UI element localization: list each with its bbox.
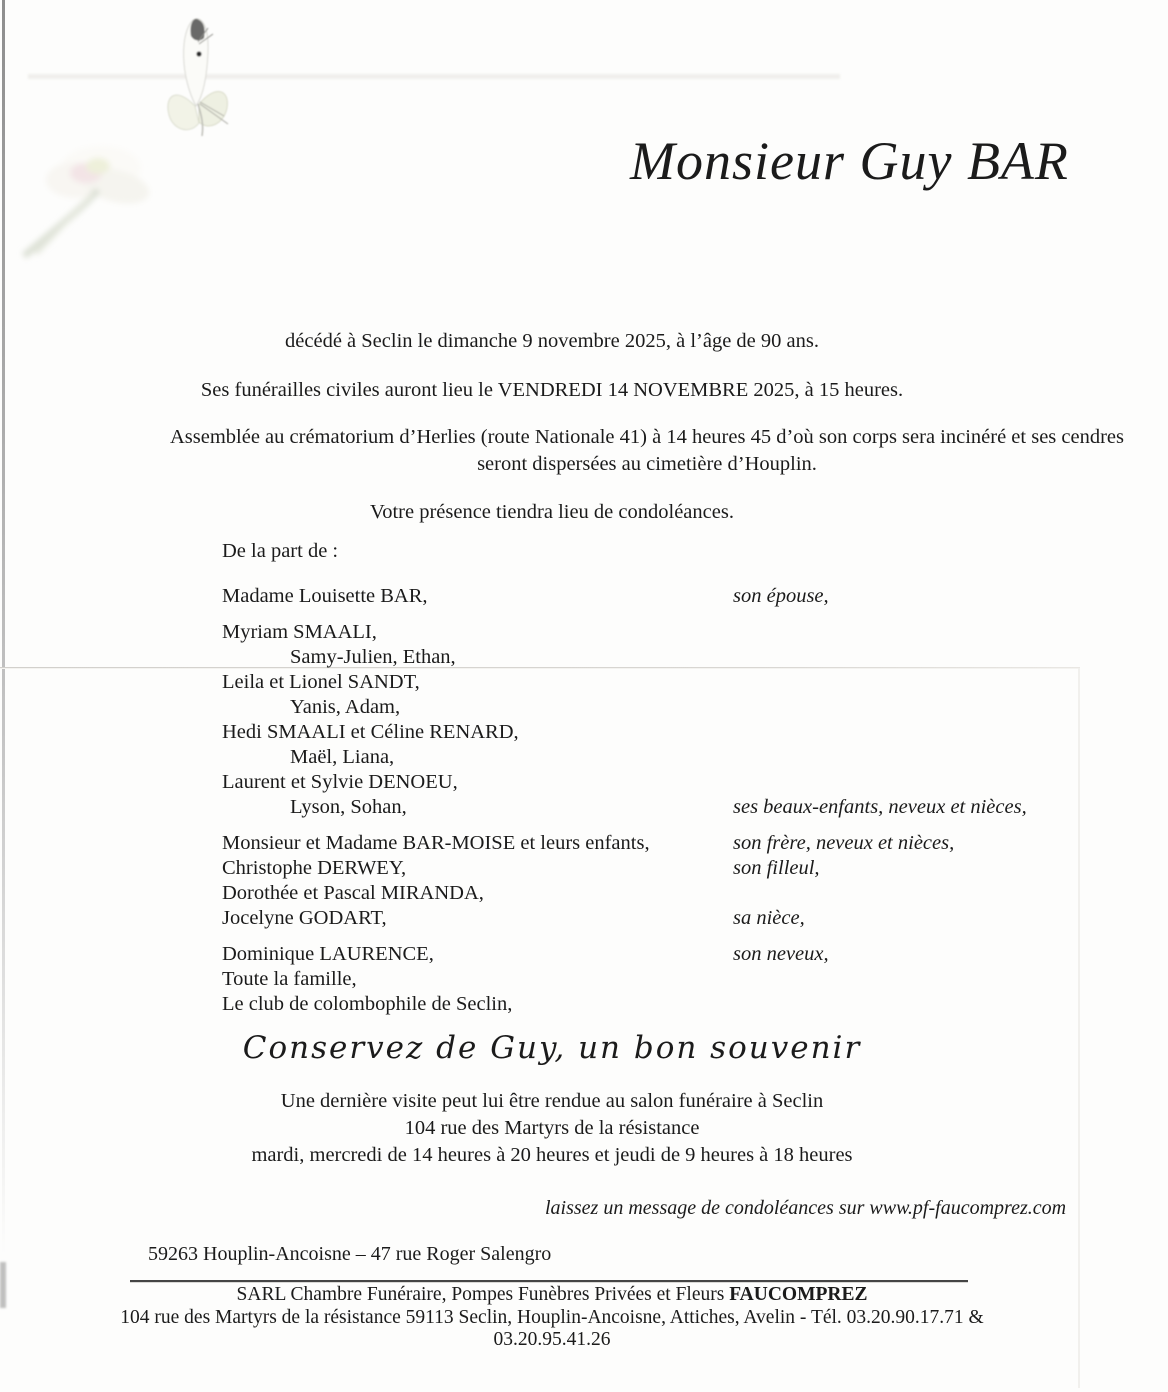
family-name: Hedi SMAALI et Céline RENARD, [222,721,519,743]
family-row [222,881,1062,906]
family-name: Myriam SMAALI, [222,621,377,643]
relation-label: ses beaux-enfants, neveux et nièces, [733,796,1027,818]
relation-label: son neveux, [733,943,829,965]
family-row [222,695,1062,720]
condolences-website-line: laissez un message de condoléances sur www.pf-faucomprez.com [545,1197,1067,1219]
relation-label: son filleul, [733,857,820,879]
family-row [222,831,1062,856]
relation-label: son frère, neveux et nièces, [733,832,955,854]
family-row [222,795,1062,820]
family-name: Leila et Lionel SANDT, [222,671,420,693]
keepsake-line: Conservez de Guy, un bon souvenir [242,1030,862,1066]
family-name: Laurent et Sylvie DENOEU, [222,771,458,793]
family-row [222,856,1062,881]
deceased-line: décédé à Seclin le dimanche 9 novembre 2025, à l’âge de 90 ans. [285,330,819,352]
scan-edge-strip [2,0,5,1255]
family-name: Dorothée et Pascal MIRANDA, [222,882,484,904]
relation-label: son épouse, [733,585,829,607]
funeral-line: Ses funérailles civiles auront lieu le VENDREDI 14 NOVEMBRE 2025, à 15 heures. [200,379,904,401]
family-name: Yanis, Adam, [290,696,401,718]
assembly-line: Assemblée au crématorium d’Herlies (route Nationale 41) à 14 heures 45 d’où son corps sera incinéré et ses cendres seront dispersées au cimetière d’Houplin. [169,426,1125,475]
footer-divider [130,1280,968,1282]
from-heading: De la part de : [222,540,339,562]
family-name: Samy-Julien, Ethan, [290,646,456,668]
family-name: Monsieur et Madame BAR-MOISE et leurs enfants, [222,832,650,854]
family-row [222,992,1062,1017]
visit-line-1: Une dernière visite peut lui être rendue au salon funéraire à Seclin [280,1090,824,1112]
family-row [222,720,1062,745]
family-name: Lyson, Sohan, [290,796,407,818]
branch-address-line: 59263 Houplin-Ancoisne – 47 rue Roger Salengro [148,1243,552,1265]
footer [62,1284,1042,1352]
family-row [222,620,1062,645]
family-name: Le club de colombophile de Seclin, [222,993,513,1015]
footer-company-line [62,1284,1042,1307]
flower-image [6,118,176,268]
visit-line-2: 104 rue des Martyrs de la résistance [404,1117,700,1139]
scan-edge-smudge [0,1262,6,1308]
family-row [222,670,1062,695]
visit-line-3: mardi, mercredi de 14 heures à 20 heures et jeudi de 9 heures à 18 heures [251,1144,853,1166]
family-row [222,942,1062,967]
family-name: Maël, Liana, [290,746,395,768]
family-row [222,745,1062,770]
family-name: Toute la famille, [222,968,357,990]
family-name: Jocelyne GODART, [222,907,387,929]
family-row [222,770,1062,795]
paper-fold-line-vertical [1078,668,1080,1388]
presence-line: Votre présence tiendra lieu de condoléances. [370,501,734,523]
family-row [222,967,1062,992]
family-row [222,584,1062,609]
family-name: Christophe DERWEY, [222,857,407,879]
relation-label: sa nièce, [733,907,805,929]
family-name: Madame Louisette BAR, [222,585,428,607]
family-row [222,645,1062,670]
visit-info [62,1088,1042,1169]
family-list [222,584,1062,1017]
family-name: Dominique LAURENCE, [222,943,434,965]
footer-company-brand: FAUCOMPREZ [729,1284,868,1305]
family-row [222,906,1062,931]
footer-address-line: 104 rue des Martyrs de la résistance 59113 Seclin, Houplin-Ancoisne, Attiches, Avelin - Tél. 03.20.90.17.71 & 03.20.95.41.26 [120,1306,984,1350]
footer-company-prefix: SARL Chambre Funéraire, Pompes Funèbres Privées et Fleurs [236,1284,730,1305]
page-title: Monsieur Guy BAR [630,131,1069,191]
